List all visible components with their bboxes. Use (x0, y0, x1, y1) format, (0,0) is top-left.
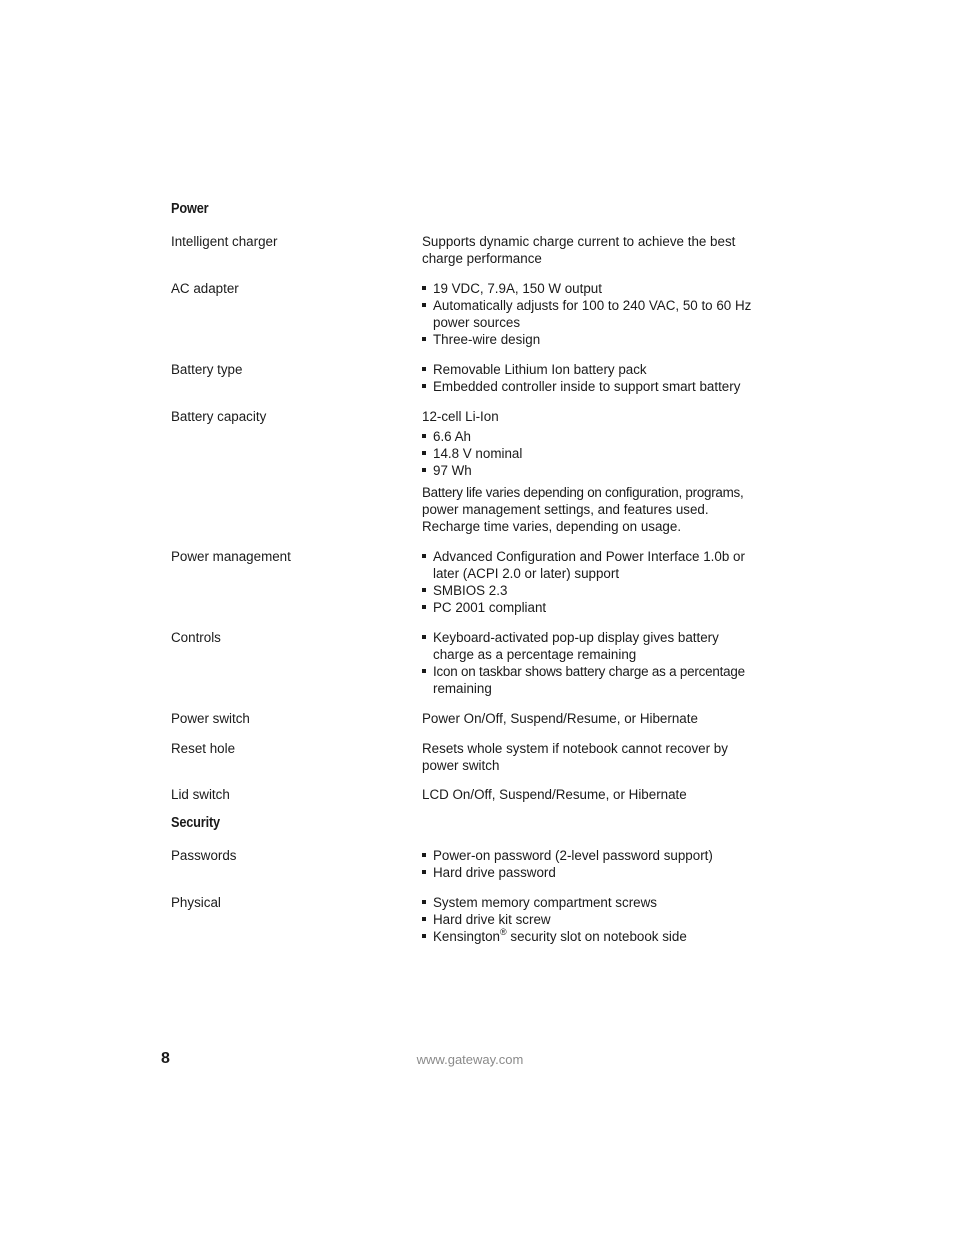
spec-value (422, 847, 772, 881)
spec-value: Power On/Off, Suspend/Resume, or Hibernate (422, 711, 698, 726)
spec-value (422, 280, 772, 348)
bullet-icon (422, 669, 426, 673)
footer-url-link[interactable]: www.gateway.com (416, 1052, 524, 1067)
bullet-list (422, 428, 772, 479)
bullet-icon (422, 434, 426, 438)
spec-note-line: power management settings, and features used. (422, 502, 709, 517)
list-item-text: Hard drive password (433, 865, 556, 880)
list-item-text: Keyboard-activated pop-up display gives battery (433, 630, 719, 645)
bullet-icon (422, 635, 426, 639)
list-item (422, 928, 772, 945)
list-item (422, 280, 772, 297)
power-heading: Power (171, 201, 209, 217)
spec-label: Physical (171, 895, 221, 910)
bullet-list (422, 629, 772, 697)
spec-label: Power switch (171, 711, 250, 726)
list-item (422, 428, 772, 445)
list-item-text: Embedded controller inside to support smart battery (433, 379, 741, 394)
bullet-icon (422, 468, 426, 472)
list-item (422, 599, 772, 616)
bullet-icon (422, 917, 426, 921)
spec-label: Battery type (171, 362, 243, 377)
list-item-text: 97 Wh (433, 463, 472, 478)
spec-note-line: Recharge time varies, depending on usage. (422, 519, 682, 534)
spec-value (422, 361, 772, 395)
list-item (422, 297, 772, 331)
security-heading: Security (171, 815, 220, 831)
list-item-text: Icon on taskbar shows battery charge as a percentage (433, 664, 745, 679)
spec-value: LCD On/Off, Suspend/Resume, or Hibernate (422, 787, 687, 802)
spec-value-line: charge performance (422, 251, 542, 266)
spec-label: AC adapter (171, 281, 239, 296)
list-item (422, 331, 772, 348)
spec-value-line: power switch (422, 758, 500, 773)
page-number: 8 (161, 1050, 170, 1067)
spec-value (422, 408, 772, 535)
bullet-icon (422, 367, 426, 371)
list-item-text: 6.6 Ah (433, 429, 471, 444)
bullet-icon (422, 853, 426, 857)
list-item-text-cont: power sources (433, 315, 521, 330)
list-item (422, 462, 772, 479)
list-item (422, 445, 772, 462)
spec-label: Passwords (171, 848, 237, 863)
list-item (422, 582, 772, 599)
list-item-text: Hard drive kit screw (433, 912, 551, 927)
kensington-rest: security slot on notebook side (506, 929, 687, 944)
list-item-text-cont: charge as a percentage remaining (433, 647, 637, 662)
spec-label: Lid switch (171, 787, 230, 802)
spec-value (422, 740, 772, 774)
list-item-text: Power-on password (2-level password support) (433, 848, 713, 863)
bullet-icon (422, 384, 426, 388)
bullet-icon (422, 934, 426, 938)
bullet-list (422, 894, 772, 945)
list-item-text-cont: later (ACPI 2.0 or later) support (433, 566, 620, 581)
bullet-list (422, 280, 772, 348)
bullet-icon (422, 605, 426, 609)
bullet-list (422, 847, 772, 881)
list-item (422, 361, 772, 378)
spec-value (422, 894, 772, 945)
list-item-text: Advanced Configuration and Power Interface 1.0b or (433, 549, 745, 564)
bullet-icon (422, 286, 426, 290)
bullet-list (422, 548, 772, 616)
list-item-text: 14.8 V nominal (433, 446, 523, 461)
bullet-icon (422, 870, 426, 874)
list-item-text: Removable Lithium Ion battery pack (433, 362, 647, 377)
list-item-text: System memory compartment screws (433, 895, 657, 910)
bullet-icon (422, 588, 426, 592)
spec-value-intro: 12-cell Li-Ion (422, 409, 499, 424)
list-item-text: 19 VDC, 7.9A, 150 W output (433, 281, 602, 296)
spec-label: Power management (171, 549, 291, 564)
spec-value (422, 548, 772, 616)
kensington-brand: Kensington (433, 929, 501, 944)
list-item (422, 548, 772, 582)
list-item (422, 864, 772, 881)
bullet-icon (422, 900, 426, 904)
bullet-list (422, 361, 772, 395)
spec-label: Intelligent charger (171, 234, 278, 249)
list-item (422, 847, 772, 864)
bullet-icon (422, 303, 426, 307)
list-item-text-cont: remaining (433, 681, 492, 696)
list-item (422, 663, 772, 697)
list-item-text: Three-wire design (433, 332, 541, 347)
spec-value-line: Resets whole system if notebook cannot recover by (422, 741, 728, 756)
bullet-icon (422, 337, 426, 341)
spec-value-line: Supports dynamic charge current to achieve the best (422, 234, 736, 249)
list-item (422, 894, 772, 911)
list-item (422, 378, 772, 395)
spec-value (422, 233, 772, 267)
list-item (422, 629, 772, 663)
list-item-text: Automatically adjusts for 100 to 240 VAC, 50 to 60 Hz (433, 298, 752, 313)
list-item-text: PC 2001 compliant (433, 600, 547, 615)
bullet-icon (422, 554, 426, 558)
bullet-icon (422, 451, 426, 455)
registered-mark: ® (500, 927, 507, 937)
list-item-text: SMBIOS 2.3 (433, 583, 508, 598)
spec-label: Controls (171, 630, 221, 645)
list-item (422, 911, 772, 928)
spec-label: Battery capacity (171, 409, 267, 424)
spec-value (422, 629, 772, 697)
spec-label: Reset hole (171, 741, 236, 756)
spec-note-line: Battery life varies depending on configuration, programs, (422, 485, 744, 500)
